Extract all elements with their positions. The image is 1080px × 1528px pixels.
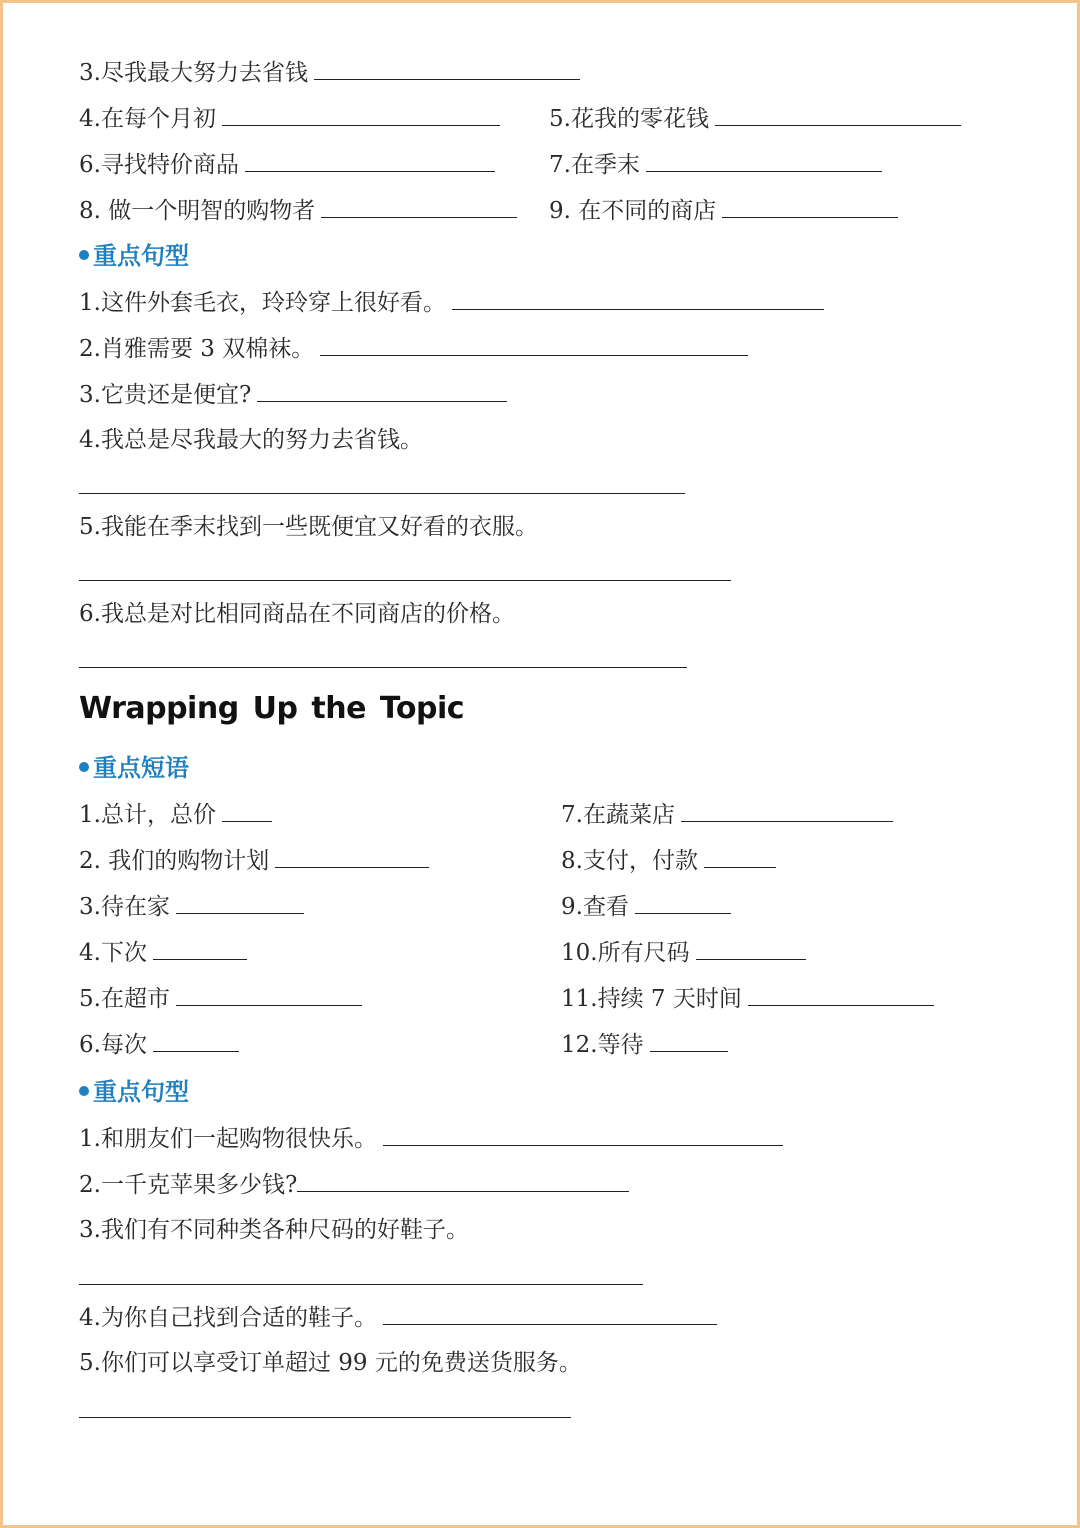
sentence-item [79, 1348, 582, 1378]
item-text: 待在家 [100, 894, 170, 920]
item-number: 8. [79, 198, 109, 224]
item-text: 花我的零花钱 [570, 106, 709, 132]
answer-blank[interactable] [383, 1302, 717, 1325]
phrase-item [561, 1029, 728, 1060]
item-number: 8. [561, 848, 583, 874]
phrase-item [549, 149, 882, 180]
answer-blank[interactable] [314, 57, 580, 80]
sentence-item [79, 1123, 783, 1154]
item-text: 在季末 [570, 152, 640, 178]
item-text: 在不同的商店 [578, 198, 717, 224]
answer-blank[interactable] [635, 891, 731, 914]
item-text: 我们有不同种类各种尺码的好鞋子。 [100, 1217, 469, 1243]
item-number: 12. [561, 1032, 598, 1058]
section-heading-key-sentences [79, 241, 189, 271]
answer-blank[interactable] [715, 103, 961, 126]
item-number: 5. [79, 514, 101, 540]
answer-blank[interactable] [321, 195, 517, 218]
item-text: 下次 [100, 940, 147, 966]
answer-blank[interactable] [722, 195, 898, 218]
item-text: 我总是对比相同商品在不同商店的价格。 [100, 601, 515, 627]
sentence-item [79, 512, 538, 542]
item-number: 11. [561, 986, 598, 1012]
phrase-item [561, 937, 806, 968]
item-number: 7. [549, 152, 571, 178]
item-text: 做一个明智的购物者 [108, 198, 316, 224]
item-text: 这件外套毛衣，玲玲穿上很好看。 [100, 290, 446, 316]
section-label: 重点短语 [93, 754, 189, 782]
unit-title: Wrapping Up the Topic [79, 691, 465, 726]
answer-blank[interactable] [275, 845, 429, 868]
item-number: 6. [79, 1032, 101, 1058]
bullet-icon [79, 762, 89, 772]
phrase-item [561, 983, 934, 1014]
phrase-item [79, 1029, 239, 1060]
item-number: 4. [79, 1305, 101, 1331]
item-number: 7. [561, 802, 583, 828]
phrase-item [79, 845, 429, 876]
item-text: 每次 [100, 1032, 147, 1058]
sentence-item [79, 425, 423, 455]
item-text: 尽我最大努力去省钱 [100, 60, 308, 86]
answer-blank[interactable] [153, 937, 247, 960]
answer-blank[interactable] [245, 149, 495, 172]
item-text: 在蔬菜店 [582, 802, 675, 828]
answer-blank[interactable] [650, 1029, 728, 1052]
sentence-item [79, 1302, 717, 1333]
item-number: 3. [79, 382, 101, 408]
item-text: 为你自己找到合适的鞋子。 [100, 1305, 377, 1331]
item-number: 2. [79, 336, 101, 362]
item-text: 一千克苹果多少钱? [100, 1172, 298, 1198]
answer-blank[interactable] [696, 937, 806, 960]
answer-line[interactable] [79, 1417, 571, 1418]
answer-line[interactable] [79, 493, 685, 494]
phrase-item [79, 799, 272, 830]
item-text: 总计，总价 [100, 802, 216, 828]
item-number: 5. [549, 106, 571, 132]
section-heading-key-phrases [79, 753, 189, 783]
answer-blank[interactable] [748, 983, 934, 1006]
item-number: 1. [79, 802, 101, 828]
item-number: 4. [79, 940, 101, 966]
phrase-item [561, 845, 776, 876]
sentence-item [79, 1169, 629, 1200]
item-text: 在超市 [100, 986, 170, 1012]
phrase-item [549, 195, 898, 226]
item-number: 3. [79, 60, 101, 86]
item-number: 9. [561, 894, 583, 920]
answer-blank[interactable] [681, 799, 893, 822]
item-text: 持续 7 天时间 [597, 986, 742, 1012]
item-number: 6. [79, 601, 101, 627]
sentence-item [79, 287, 824, 318]
answer-blank[interactable] [383, 1123, 783, 1146]
sentence-item [79, 333, 748, 364]
answer-blank[interactable] [646, 149, 882, 172]
item-number: 1. [79, 290, 101, 316]
section-label: 重点句型 [93, 242, 189, 270]
answer-blank[interactable] [176, 983, 362, 1006]
item-text: 在每个月初 [100, 106, 216, 132]
bullet-icon [79, 1086, 89, 1096]
sentence-item [79, 379, 507, 410]
phrase-item [79, 983, 362, 1014]
phrase-item [79, 195, 517, 226]
answer-line[interactable] [79, 580, 731, 581]
answer-blank[interactable] [222, 799, 272, 822]
sentence-item [79, 1215, 469, 1245]
item-text: 寻找特价商品 [100, 152, 239, 178]
bullet-icon [79, 250, 89, 260]
item-number: 4. [79, 427, 101, 453]
phrase-item [561, 891, 731, 922]
item-number: 4. [79, 106, 101, 132]
answer-blank[interactable] [153, 1029, 239, 1052]
item-text: 我能在季末找到一些既便宜又好看的衣服。 [100, 514, 538, 540]
item-text: 它贵还是便宜? [100, 382, 252, 408]
answer-line[interactable] [79, 667, 687, 668]
item-number: 3. [79, 1217, 101, 1243]
item-text: 肖雅需要 3 双棉袜。 [100, 336, 315, 362]
answer-blank[interactable] [257, 379, 507, 402]
answer-blank[interactable] [704, 845, 776, 868]
item-number: 2. [79, 848, 109, 874]
item-number: 9. [549, 198, 579, 224]
item-number: 6. [79, 152, 101, 178]
item-text: 所有尺码 [597, 940, 690, 966]
item-text: 等待 [597, 1032, 644, 1058]
item-number: 5. [79, 986, 101, 1012]
item-text: 和朋友们一起购物很快乐。 [100, 1126, 377, 1152]
phrase-item [79, 103, 500, 134]
item-number: 1. [79, 1126, 101, 1152]
answer-blank[interactable] [452, 287, 824, 310]
phrase-item [549, 103, 961, 134]
item-text: 我们的购物计划 [108, 848, 270, 874]
item-text: 你们可以享受订单超过 99 元的免费送货服务。 [100, 1350, 582, 1376]
section-heading-key-sentences [79, 1077, 189, 1107]
answer-line[interactable] [79, 1284, 643, 1285]
item-text: 支付，付款 [582, 848, 698, 874]
sentence-item [79, 599, 515, 629]
phrase-item [79, 891, 304, 922]
item-number: 2. [79, 1172, 101, 1198]
answer-blank[interactable] [320, 333, 748, 356]
answer-blank[interactable] [297, 1169, 629, 1192]
phrase-item [79, 57, 580, 88]
answer-blank[interactable] [176, 891, 304, 914]
item-text: 我总是尽我最大的努力去省钱。 [100, 427, 423, 453]
item-text: 查看 [582, 894, 629, 920]
phrase-item [561, 799, 893, 830]
item-number: 3. [79, 894, 101, 920]
answer-blank[interactable] [222, 103, 500, 126]
item-number: 10. [561, 940, 598, 966]
item-number: 5. [79, 1350, 101, 1376]
section-label: 重点句型 [93, 1078, 189, 1106]
phrase-item [79, 149, 495, 180]
phrase-item [79, 937, 247, 968]
